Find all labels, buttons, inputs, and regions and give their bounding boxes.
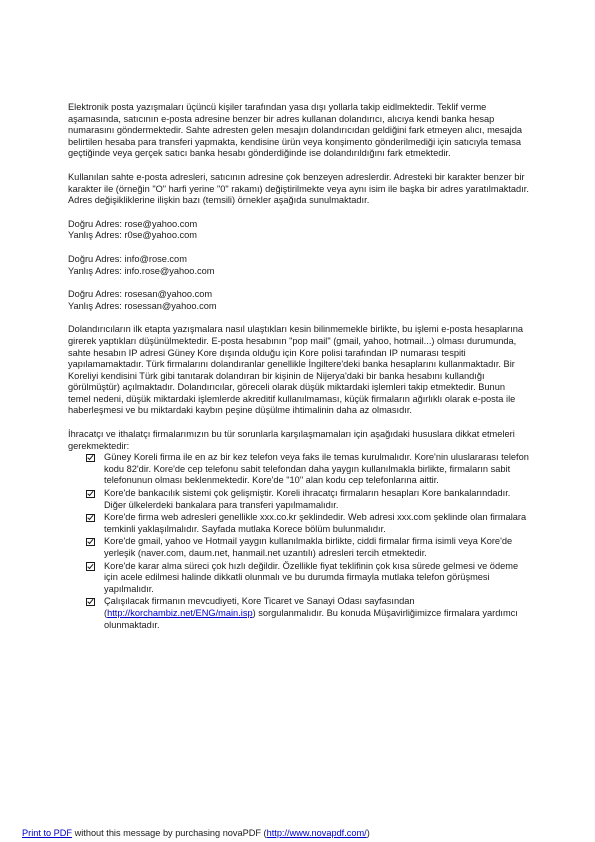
checkbox-checked-icon	[86, 538, 95, 547]
paragraph-checklist-intro: İhracatçı ve ithalatçı firmalarımızın bu tür sorunlarla karşılaşmamaları için aşağıdaki hususlara dikkat etmeleri gerekmektedir:	[68, 429, 515, 451]
checkbox-checked-icon	[86, 562, 95, 571]
checkbox-checked-icon	[86, 490, 95, 499]
correct-address: Doğru Adres: rosesan@yahoo.com	[68, 289, 213, 300]
paragraph-fake-addresses: Kullanılan sahte e-posta adresleri, satıcının adresine çok benzeyen adreslerdir. Adresteki bir karakter benzer bir karakter ile (örneğin "O" harfi yerine "0" rakamı) değiştirilmekte veya aynı isim ile başka bir adres yaratılmaktadır. Adres değişikliklerine ilişkin bazı (temsili) örnekler aşağıda sunulmaktadır.	[68, 171, 529, 206]
print-to-pdf-link[interactable]: Print to PDF	[22, 828, 73, 838]
paragraph-intro-fraud: Elektronik posta yazışmaları üçüncü kişiler tarafından yasa dışı yollarla takip eidlmektedir. Teklif verme aşamasında, satıcının e-posta adresine benzer bir adres kullanan dolandırıcı, alıcıya kendi banka hesap numarasını göndermektedir. Sahte adresten gelen mesajın dolandırıcıdan geldiğini fark etmeyen alıcı, mesajda belirtilen hesaba para transferi yapmakta, kendisine ürün veya konşimento gönderilmediği için satıcıyla temasa geçtiğinde veya gerçek satıcı banka hesabı gönderdiğinde ise dolandırıldığını fark etmektedir.	[68, 102, 523, 159]
checklist-item	[86, 512, 530, 535]
checkbox-checked-icon	[86, 514, 95, 523]
korchambiz-link[interactable]: http://korchambiz.net/ENG/main.isp	[107, 607, 253, 618]
correct-address: Doğru Adres: rose@yahoo.com	[68, 218, 198, 229]
checklist-item	[86, 488, 530, 511]
correct-address: Doğru Adres: info@rose.com	[68, 253, 187, 264]
checklist	[68, 452, 530, 631]
checklist-item-text: Kore'de firma web adresleri genellikle xxx.co.kr şeklindedir. Web adresi xxx.com şeklinde olan firmalara temkinli yaklaşılmalıdır. Sayfada mutlaka Korece bölüm bulunmalıdır.	[104, 512, 527, 534]
checklist-item-text: Kore'de bankacılık sistemi çok gelişmiştir. Koreli ihracatçı firmaların hesapları Kore bankalarındadır. Diğer ülkelerdeki bankalara para transferi yapılmamalıdır.	[104, 488, 511, 510]
footer-text: without this message by purchasing novaPDF (	[72, 828, 267, 838]
checklist-item-text: Güney Koreli firma ile en az bir kez telefon veya faks ile temas kurulmalıdır. Kore'nin uluslararası telefon kodu 82'dir. Kore'de cep telefonu sabit telefondan daha yaygın kullanılmakla birlikte, firmaların sabit telefonunun olması beklenmektedir. Kore'de "10" alan kodu cep telefonlarına aittir.	[104, 452, 529, 486]
checklist-item-text: Kore'de karar alma süreci çok hızlı değildir. Özellikle fiyat teklifinin çok kısa sürede gelmesi ve ödeme için acele edilmesi halinde dikkatli olunmalı ve bu durumda firmayla mutlaka telefon görüşmesi yapılmalıdır.	[104, 560, 519, 594]
address-example-2	[68, 254, 530, 277]
checklist-item	[86, 536, 530, 559]
address-example-1	[68, 219, 530, 242]
checklist-item	[86, 561, 530, 596]
wrong-address: Yanlış Adres: info.rose@yahoo.com	[68, 265, 215, 276]
checklist-item-text-before: Çalışılacak firmanın mevcudiyeti, Kore Ticaret ve Sanayi Odası sayfasından (	[104, 596, 415, 618]
checklist-item-text: Kore'de gmail, yahoo ve Hotmail yaygın kullanılmakla birlikte, ciddi firmalar firma isimli veya Kore'de yerleşik (naver.com, daum.net, hanmail.net uzantılı) adresleri tercih etmektedir.	[104, 536, 513, 558]
wrong-address: Yanlış Adres: rosessan@yahoo.com	[68, 300, 217, 311]
checklist-item-text-after: ) sorgulanmalıdır. Bu konuda Müşavirliğimizce firmalara yardımcı olunmaktadır.	[104, 607, 518, 630]
novapdf-link[interactable]: http://www.novapdf.com/	[266, 828, 367, 838]
checklist-item	[86, 596, 530, 631]
checkbox-checked-icon	[86, 454, 95, 463]
document-body	[68, 102, 530, 632]
paragraph-fraud-method: Dolandırıcıların ilk etapta yazışmalara nasıl ulaştıkları kesin bilinmemekle birlikte, bu işlemi e-posta hesaplarına girerek yaptıkları düşünülmektedir. E-posta hesabının "pop mail" (gmail, yahoo, hotmail...) olması durumunda, sahte hesabın IP adresi Güney Kore dışında olduğu için Kore polisi tarafından IP numarası tespiti yapılamamaktadır. Türk firmalarını dolandıranlar genellikle İngiltere'deki banka hesaplarını kullanmaktadır. Bir Koreliyi kendisini Türk gibi tanıtarak dolandıran bir kişinin de Nijerya'daki bir banka hesabını kullandığı görülmüştür) açılmaktadır. Dolandırıcılar, göreceli olarak düşük miktardaki işlemleri takip etmektedir. Bunun temel nedeni, düşük miktardaki işlemlerde akreditif kullanılmaması, küçük firmaların ağırlıklı olarak e-posta ile haberleşmesi ve bu miktardaki kaybın peşine düşülme ihtimalinin daha az olmasıdır.	[68, 324, 523, 416]
print-footer	[22, 828, 370, 839]
footer-text-end: )	[366, 828, 370, 838]
wrong-address: Yanlış Adres: r0se@yahoo.com	[68, 230, 198, 241]
checkbox-checked-icon	[86, 598, 95, 607]
checklist-item	[86, 452, 530, 487]
address-example-3	[68, 289, 530, 312]
